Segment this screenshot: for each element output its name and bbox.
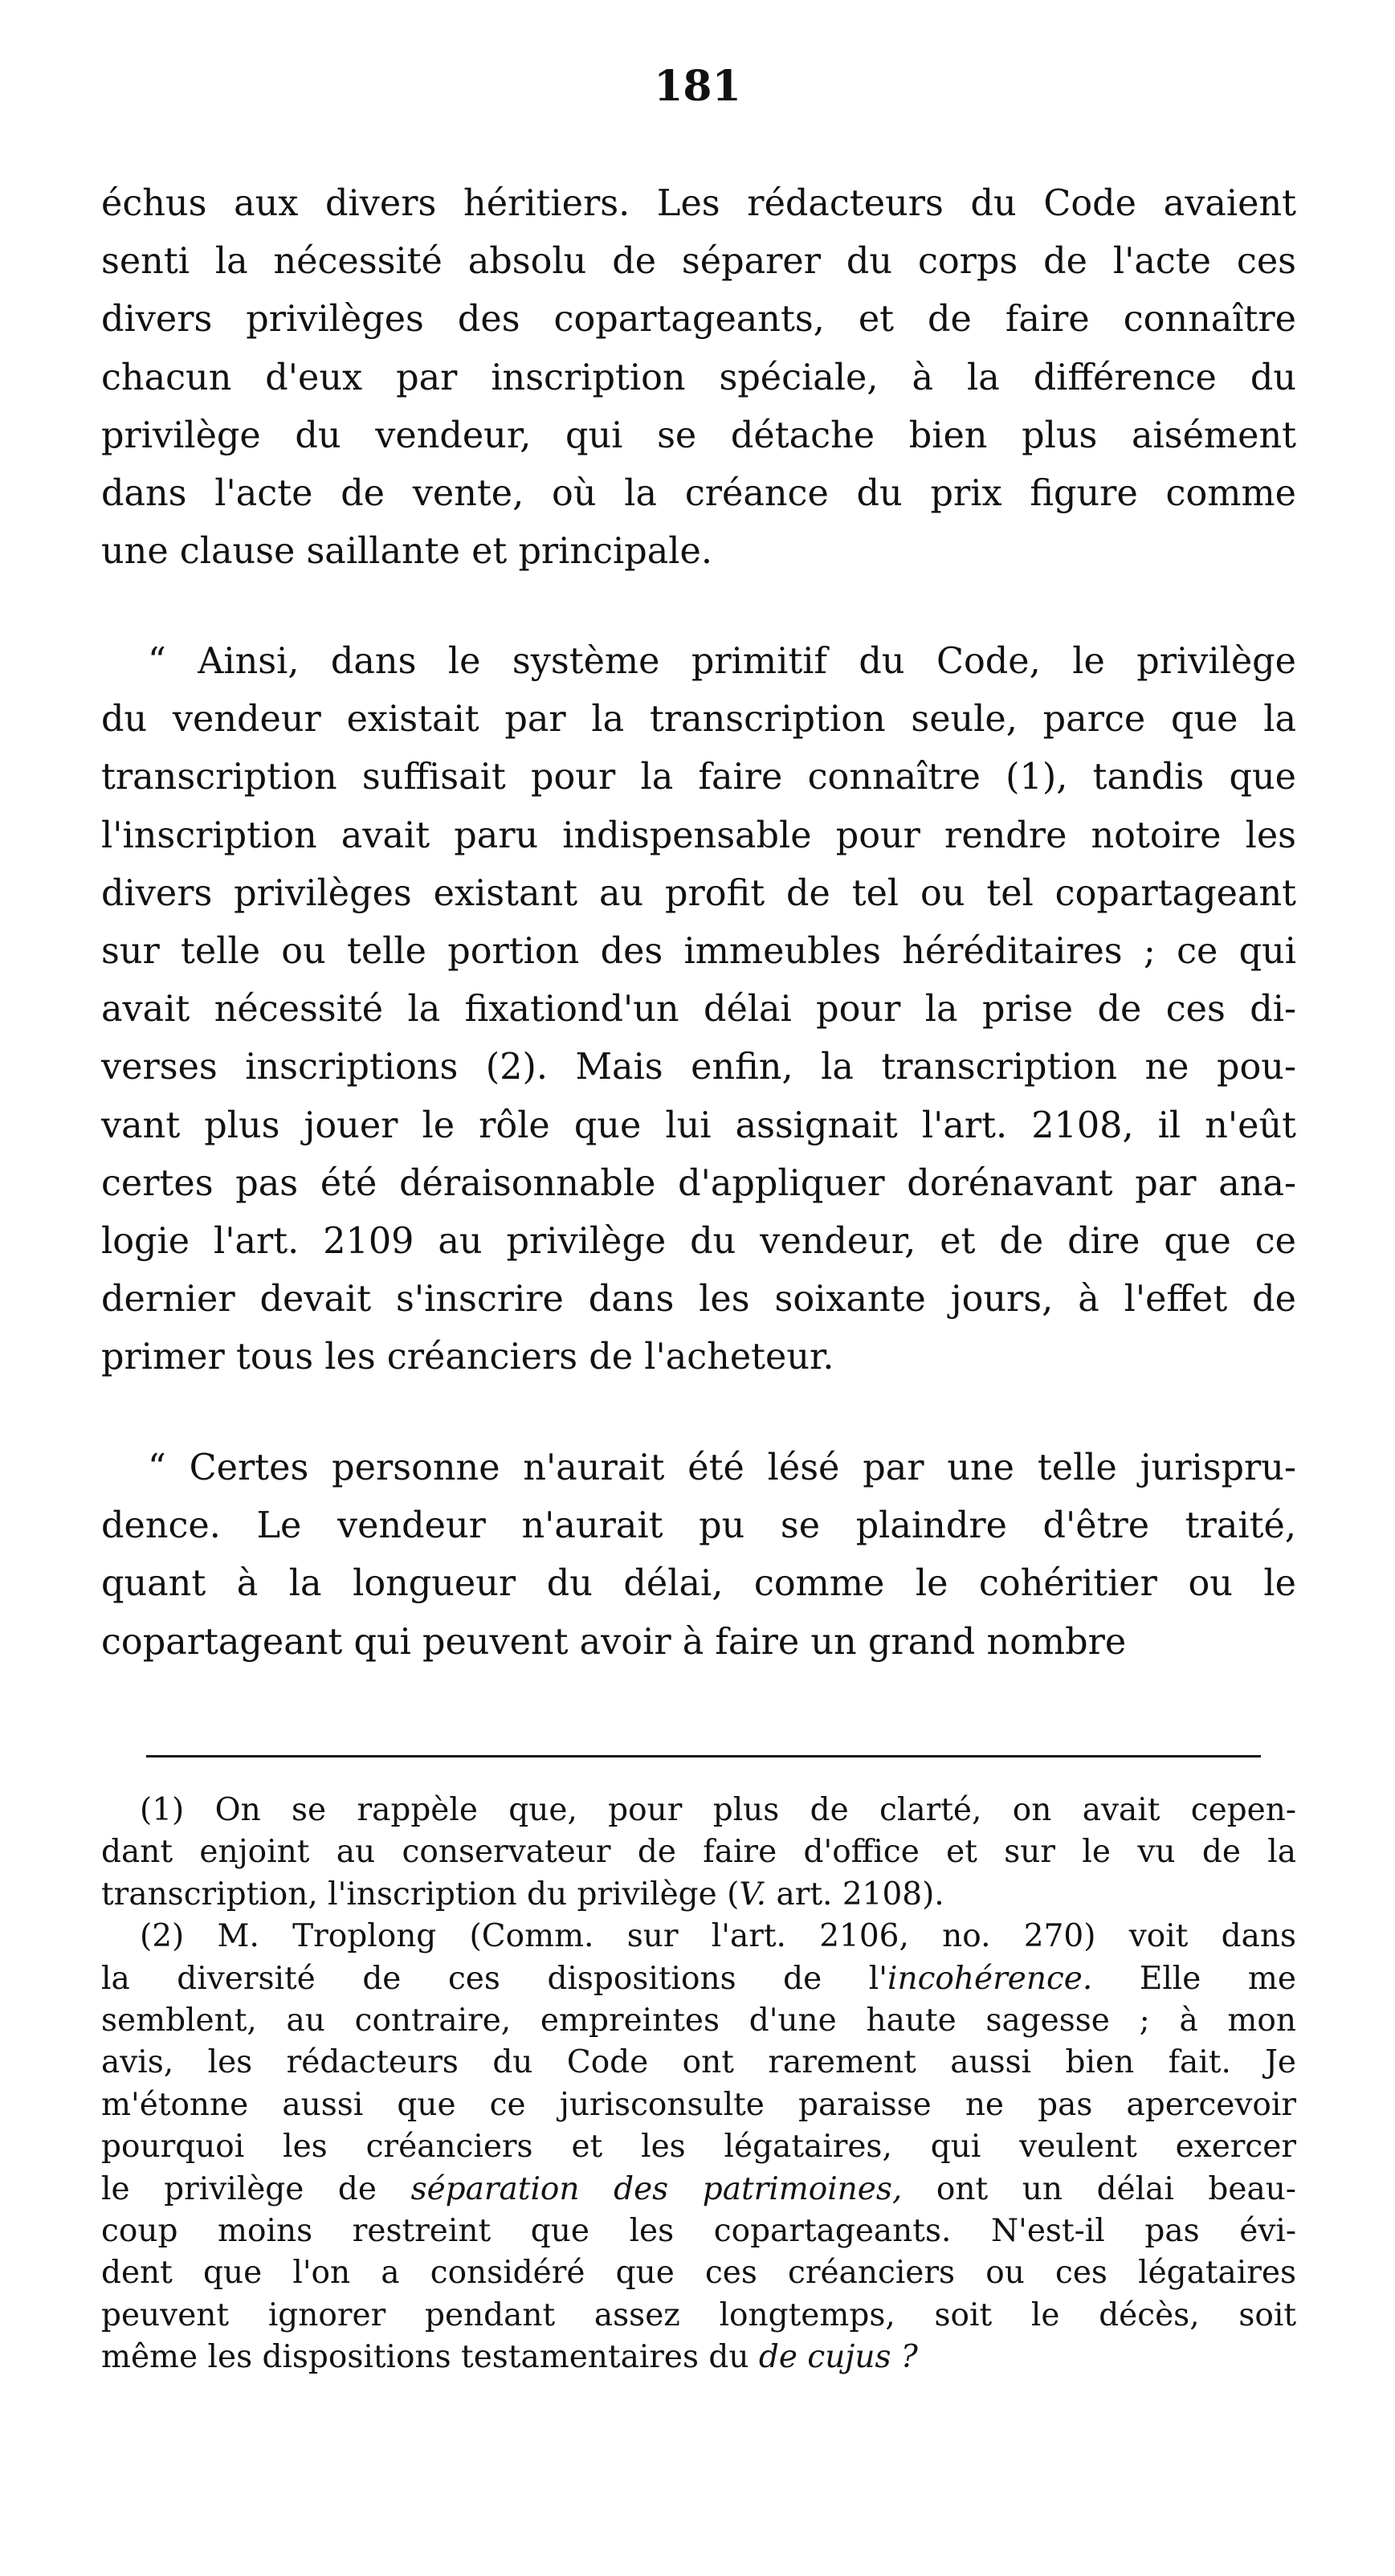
text-line: divers privilèges des copartageants, et de faire connaître (101, 299, 1296, 341)
text-line: divers privilèges existant au profit de tel ou tel copartageant (101, 872, 1296, 914)
italic-text: incohérence. (887, 1960, 1093, 1997)
text-line: primer tous les créanciers de l'acheteur. (101, 1337, 834, 1378)
footnote-text: art. 2108). (766, 1876, 944, 1913)
footnote-separator-rule (146, 1755, 1261, 1757)
footnote-line (101, 2126, 1296, 2168)
paragraph-certes (101, 1439, 1296, 1672)
footnote-line (101, 2084, 1296, 2126)
text-line: “ Ainsi, dans le système primitif du Code, le privilège (148, 641, 1296, 682)
footnote-line (101, 1831, 1296, 1873)
page-number: 181 (654, 62, 741, 111)
footnote-text: dant enjoint au conservateur de faire d'office et sur le vu de la (101, 1834, 1296, 1871)
footnote-line (101, 2000, 1296, 2042)
footnote-text: Elle me (1092, 1960, 1296, 1997)
text-line: une clause saillante et principale. (101, 531, 712, 573)
text-line: du vendeur existait par la transcription seule, parce que la (101, 699, 1296, 741)
text-line: dans l'acte de vente, où la créance du prix figure comme (101, 472, 1296, 514)
footnote-2 (101, 1916, 1296, 2378)
text-line: chacun d'eux par inscription spéciale, à la différence du (101, 357, 1296, 398)
text-line: “ Certes personne n'aurait été lésé par une telle jurispru- (148, 1447, 1296, 1488)
text-line: copartageant qui peuvent avoir à faire un grand nombre (101, 1621, 1127, 1663)
paragraph-continuation (101, 175, 1296, 581)
footnote-text: ont un délai beau- (902, 2170, 1296, 2207)
text-line: logie l'art. 2109 au privilège du vendeur, et de dire que ce (101, 1220, 1296, 1262)
footnote-1 (101, 1790, 1296, 1916)
footnote-line (101, 2169, 1296, 2211)
italic-text: séparation des patrimoines, (410, 2170, 903, 2207)
footnote-line (101, 1916, 1296, 1958)
paragraph-ainsi (101, 633, 1296, 1386)
footnote-line (101, 1790, 1296, 1831)
footnote-line (101, 2337, 1296, 2378)
footnote-text: (2) M. Troplong (Comm. sur l'art. 2106, no. 270) voit dans (140, 1918, 1296, 1955)
footnote-text: coup moins restreint que les copartageants. N'est-il pas évi- (101, 2212, 1296, 2249)
footnotes (101, 1790, 1296, 2378)
footnote-line (101, 1874, 1296, 1916)
footnote-text: dent que l'on a considéré que ces créanciers ou ces légataires (101, 2255, 1296, 2292)
footnote-text: transcription, l'inscription du privilège ( (101, 1876, 740, 1913)
text-line: certes pas été déraisonnable d'appliquer dorénavant par ana- (101, 1162, 1296, 1204)
footnote-text: (1) On se rappèle que, pour plus de clarté, on avait cepen- (140, 1792, 1296, 1828)
italic-text: V. (739, 1876, 767, 1913)
footnote-line (101, 2042, 1296, 2084)
footnote-line (101, 1958, 1296, 2000)
footnote-text: pourquoi les créanciers et les légataires, qui veulent exercer (101, 2129, 1296, 2166)
text-line: transcription suffisait pour la faire connaître (1), tandis que (101, 757, 1296, 798)
text-line: échus aux divers héritiers. Les rédacteurs du Code avaient (101, 183, 1296, 224)
italic-text: de cujus ? (758, 2339, 918, 2376)
text-line: sur telle ou telle portion des immeubles héréditaires ; ce qui (101, 930, 1296, 972)
footnote-line (101, 2295, 1296, 2337)
text-line: dernier devait s'inscrire dans les soixante jours, à l'effet de (101, 1279, 1296, 1321)
footnote-text: même les dispositions testamentaires du (101, 2339, 759, 2376)
text-line: avait nécessité la fixationd'un délai pour la prise de ces di- (101, 989, 1296, 1031)
text-line: quant à la longueur du délai, comme le cohéritier ou le (101, 1563, 1296, 1605)
footnote-line (101, 2252, 1296, 2294)
footnote-text: avis, les rédacteurs du Code ont rarement aussi bien fait. Je (101, 2044, 1296, 2081)
text-line: privilège du vendeur, qui se détache bien plus aisément (101, 414, 1296, 456)
text-line: dence. Le vendeur n'aurait pu se plaindre d'être traité, (101, 1505, 1296, 1547)
footnote-text: m'étonne aussi que ce jurisconsulte paraisse ne pas apercevoir (101, 2086, 1296, 2123)
text-line: verses inscriptions (2). Mais enfin, la transcription ne pou- (101, 1047, 1296, 1088)
text-line: senti la nécessité absolu de séparer du corps de l'acte ces (101, 241, 1296, 283)
footnote-text: le privilège de (101, 2170, 411, 2207)
text-line: l'inscription avait paru indispensable pour rendre notoire les (101, 814, 1296, 856)
text-line: vant plus jouer le rôle que lui assignait l'art. 2108, il n'eût (101, 1104, 1296, 1146)
footnote-text: peuvent ignorer pendant assez longtemps, soit le décès, soit (101, 2296, 1296, 2333)
footnote-line (101, 2211, 1296, 2252)
footnote-text: la diversité de ces dispositions de l' (101, 1960, 887, 1997)
footnote-text: semblent, au contraire, empreintes d'une haute sagesse ; à mon (101, 2002, 1296, 2039)
